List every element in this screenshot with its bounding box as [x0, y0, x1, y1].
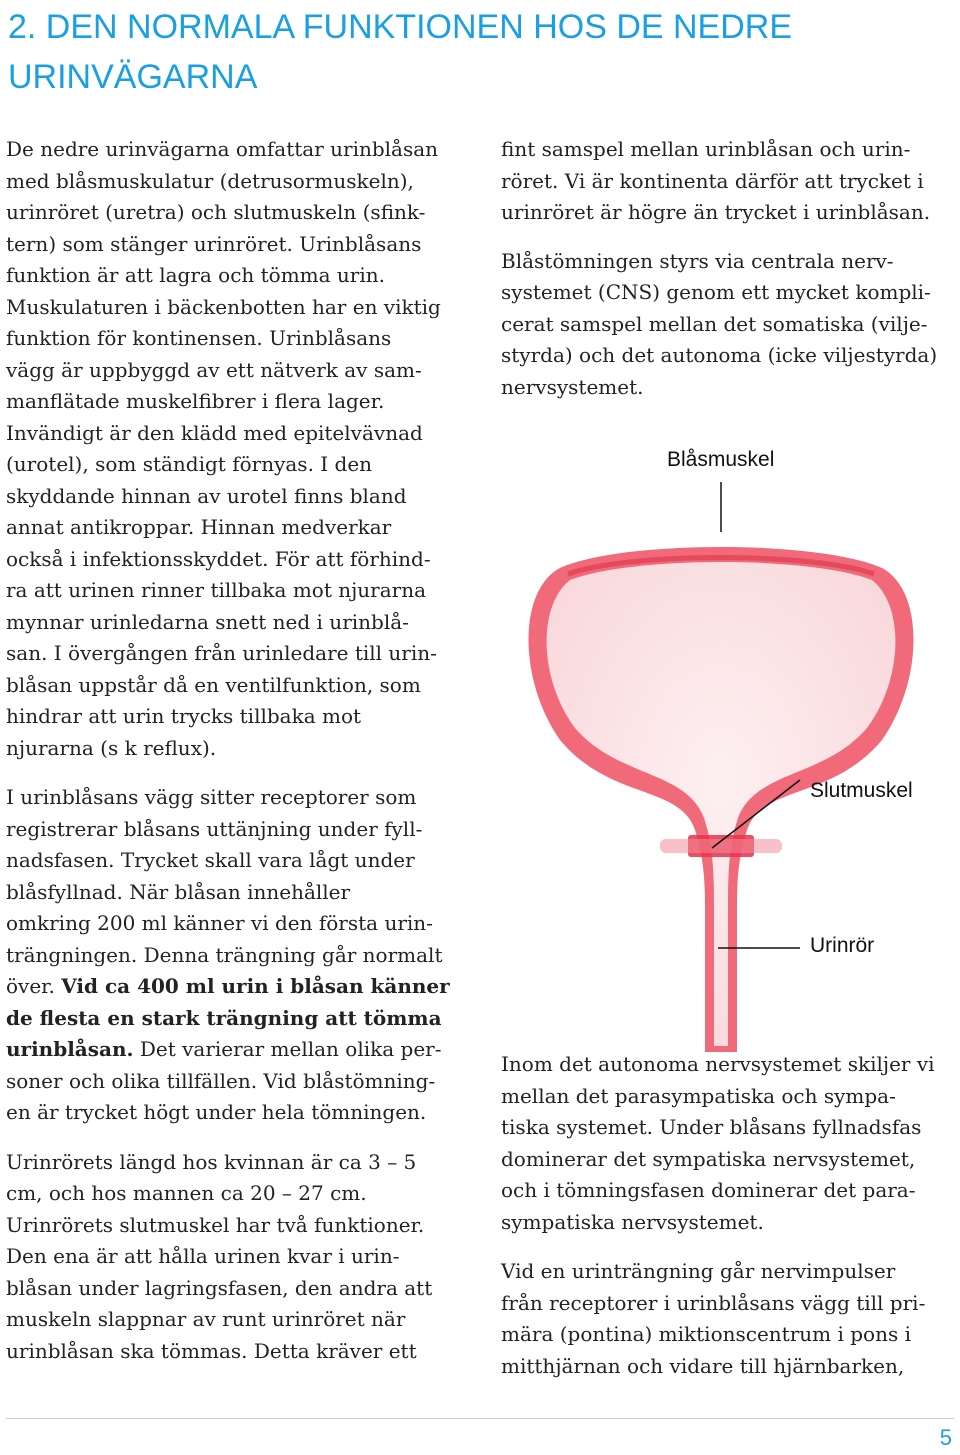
- text-line: funktion är att lagra och tömma urin.: [6, 263, 386, 287]
- left-paragraph-1: [6, 134, 476, 764]
- text-line: funktion för kontinensen. Urinblåsans: [6, 326, 392, 350]
- text-line: Inom det autonoma nervsystemet skiljer vi: [501, 1052, 935, 1076]
- bold-text: de flesta en stark trängning att tömma: [6, 1005, 442, 1030]
- text-line: registrerar blåsans uttänjning under fyll-: [6, 816, 423, 841]
- text-line: urinröret är högre än trycket i urinblåsan.: [501, 200, 931, 224]
- text-line: mynnar urinledarna snett ned i urinblå-: [6, 609, 409, 634]
- text-line: cm, och hos mannen ca 20 – 27 cm.: [6, 1181, 367, 1205]
- page-title: [8, 2, 948, 102]
- text-line: njurarna (s k reflux).: [6, 735, 217, 760]
- text-line: Vid en urinträngning går nervimpulser: [501, 1259, 896, 1283]
- text-line: soner och olika tillfällen. Vid blåstömning-: [6, 1068, 436, 1093]
- text-line: ra att urinen rinner tillbaka mot njurarna: [6, 578, 427, 602]
- text-line: mitthjärnan och vidare till hjärnbarken,: [501, 1353, 905, 1378]
- text-line: systemet (CNS) genom ett mycket kompli-: [501, 280, 931, 304]
- bold-text: urinblåsan.: [6, 1037, 134, 1061]
- text-line: nadsfasen. Trycket skall vara lågt under: [6, 848, 415, 872]
- text-line: urinröret (uretra) och slutmuskeln (sfink-: [6, 200, 426, 224]
- bold-text: Vid ca 400 ml urin i blåsan känner: [61, 974, 450, 998]
- text-line: blåsan under lagringsfasen, den andra att: [6, 1275, 433, 1300]
- right-paragraph-2: [501, 246, 956, 404]
- text-line: Den ena är att hålla urinen kvar i urin-: [6, 1244, 400, 1268]
- text-line: tiska systemet. Under blåsans fyllnadsfas: [501, 1115, 922, 1139]
- bladder-illustration: [500, 440, 960, 1060]
- text-fragment: Det varierar mellan olika per-: [133, 1037, 442, 1061]
- page-number: 5: [939, 1425, 952, 1450]
- text-line: dominerar det sympatiska nervsystemet,: [501, 1146, 916, 1171]
- left-paragraph-3: [6, 1147, 476, 1368]
- text-line: muskeln slappnar av runt urinröret när: [6, 1307, 406, 1331]
- right-paragraph-1: [501, 134, 956, 229]
- text-line: röret. Vi är kontinenta därför att trycket i: [501, 168, 924, 193]
- text-line: skyddande hinnan av urotel finns bland: [6, 483, 407, 508]
- text-line: hindrar att urin trycks tillbaka mot: [6, 704, 362, 728]
- text-line: med blåsmuskulatur (detrusormuskeln),: [6, 168, 414, 193]
- text-line: blåsan uppstår då en ventilfunktion, som: [6, 672, 421, 697]
- bladder-lumen: [547, 562, 896, 1046]
- footer-divider: [6, 1418, 954, 1419]
- text-line: san. I övergången från urinledare till urin-: [6, 641, 437, 665]
- label-blasmuskel: Blåsmuskel: [667, 448, 775, 471]
- text-line: blåsfyllnad. När blåsan innehåller: [6, 879, 351, 904]
- text-line: fint samspel mellan urinblåsan och urin-: [501, 137, 911, 161]
- text-line: manflätade muskelfibrer i flera lager.: [6, 389, 385, 413]
- text-line: Muskulaturen i bäckenbotten har en viktig: [6, 294, 441, 319]
- text-line: sympatiska nervsystemet.: [501, 1209, 764, 1234]
- right-paragraph-4: [501, 1256, 956, 1382]
- text-line: urinblåsan ska tömmas. Detta kräver ett: [6, 1338, 417, 1363]
- text-line: tern) som stänger urinröret. Urinblåsans: [6, 231, 422, 256]
- right-paragraph-3: [501, 1049, 956, 1238]
- text-line: cerat samspel mellan det somatiska (vilje-: [501, 311, 928, 336]
- text-line: vägg är uppbyggd av ett nätverk av sam-: [6, 357, 422, 382]
- text-line: mära (pontina) miktionscentrum i pons i: [501, 1322, 911, 1346]
- title-line-2: URINVÄGARNA: [8, 58, 258, 96]
- left-paragraph-2: [6, 782, 476, 1129]
- text-line: annat antikroppar. Hinnan medverkar: [6, 515, 392, 539]
- label-slutmuskel: Slutmuskel: [810, 779, 913, 802]
- text-fragment: över.: [6, 974, 62, 998]
- right-column-top: [501, 134, 956, 403]
- bladder-diagram: [500, 440, 960, 1060]
- text-line: nervsystemet.: [501, 374, 644, 399]
- text-line: De nedre urinvägarna omfattar urinblåsan: [6, 137, 439, 161]
- text-line: Invändigt är den klädd med epitelvävnad: [6, 420, 423, 445]
- text-line: trängningen. Denna trängning går normalt: [6, 942, 443, 967]
- label-urinror: Urinrör: [810, 934, 875, 957]
- text-line: styrda) och det autonoma (icke viljestyrda): [501, 343, 938, 367]
- text-line: också i infektionsskyddet. För att förhind-: [6, 546, 431, 571]
- text-line: och i tömningsfasen dominerar det para-: [501, 1178, 916, 1202]
- left-column: [6, 134, 476, 1367]
- text-line: från receptorer i urinblåsans vägg till pri-: [501, 1290, 926, 1315]
- title-line-1: 2. DEN NORMALA FUNKTIONEN HOS DE NEDRE: [8, 8, 793, 46]
- text-line: (urotel), som ständigt förnyas. I den: [6, 452, 373, 476]
- text-line: Urinrörets längd hos kvinnan är ca 3 – 5: [6, 1149, 417, 1174]
- text-line: I urinblåsans vägg sitter receptorer som: [6, 785, 417, 809]
- text-line: Urinrörets slutmuskel har två funktioner.: [6, 1212, 425, 1237]
- text-line: mellan det parasympatiska och sympa-: [501, 1083, 896, 1108]
- text-line: Blåstömningen styrs via centrala nerv-: [501, 248, 894, 273]
- text-line: omkring 200 ml känner vi den första urin-: [6, 911, 433, 935]
- text-line: [6, 1034, 476, 1066]
- text-line: en är trycket högt under hela tömningen.: [6, 1100, 427, 1124]
- text-line: [6, 971, 476, 1003]
- right-column-bottom: [501, 1049, 956, 1382]
